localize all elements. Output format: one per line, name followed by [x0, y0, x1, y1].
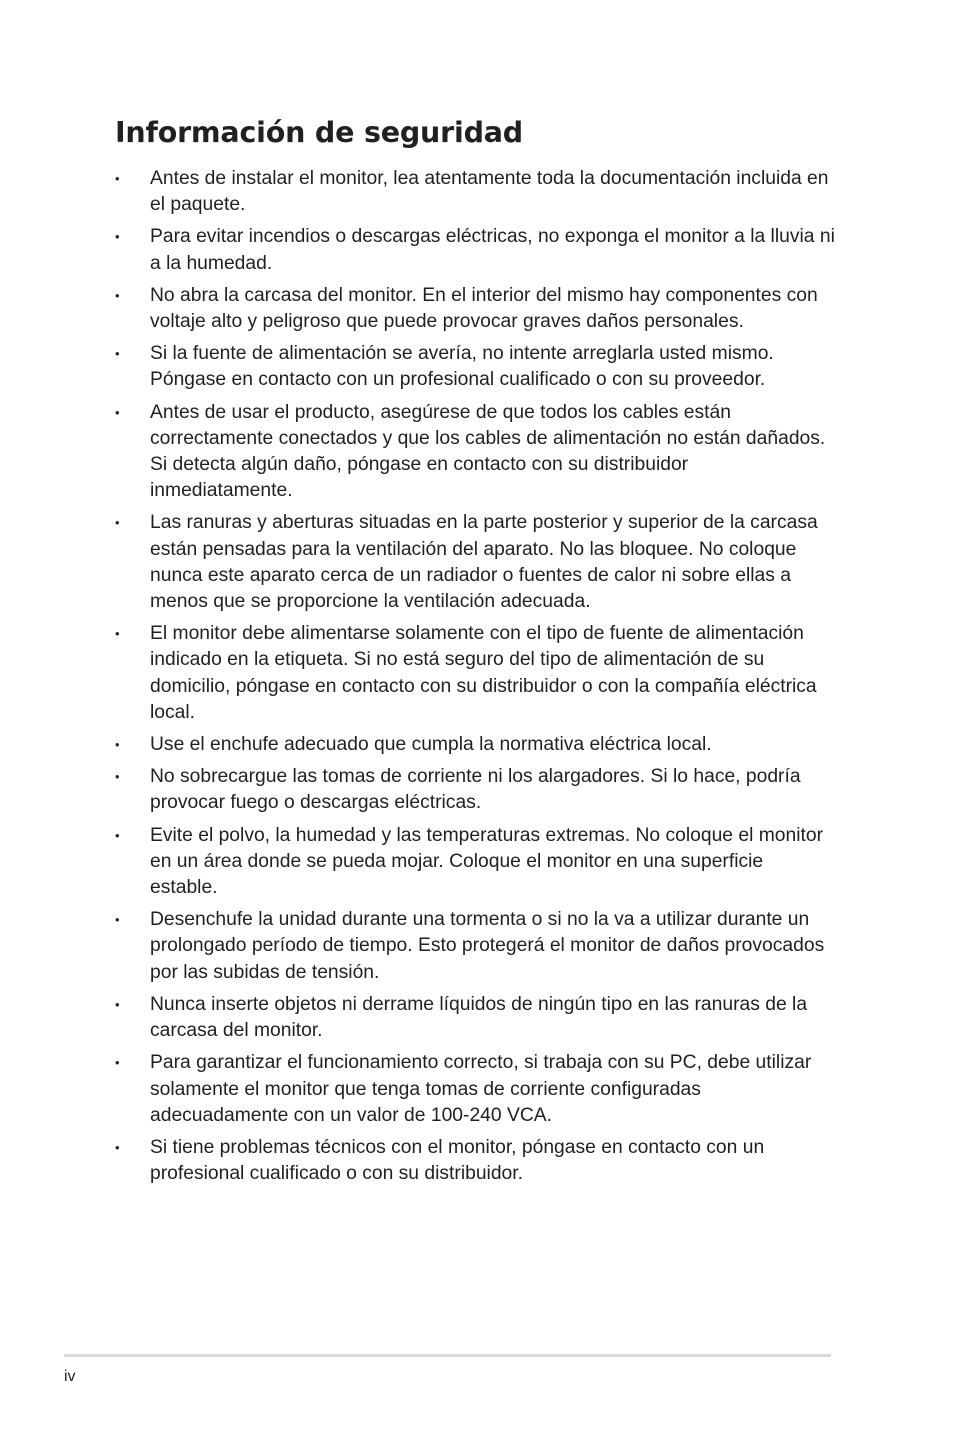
list-item-text: El monitor debe alimentarse solamente con el tipo de fuente de alimentación indicado en la etiqueta. Si no está seguro del tipo de alimentación de su domicilio, póngase en contacto con su distribuidor o con la compañía eléctrica local.	[150, 623, 817, 723]
list-item	[115, 400, 835, 505]
bullet-icon: •	[115, 912, 120, 928]
list-item	[115, 764, 835, 816]
list-item-text: Si tiene problemas técnicos con el monitor, póngase en contacto con un profesional cualificado o con su distribuidor.	[150, 1136, 765, 1185]
list-item-text: Antes de usar el producto, asegúrese de que todos los cables están correctamente conectados y que los cables de alimentación no están dañados. Si detecta algún daño, póngase en contacto con su distribuidor inmediatamente.	[150, 401, 826, 502]
safety-list	[115, 166, 835, 1193]
list-item	[115, 1135, 835, 1187]
list-item	[115, 510, 835, 615]
list-item	[115, 283, 835, 335]
list-item-text: Nunca inserte objetos ni derrame líquidos de ningún tipo en las ranuras de la carcasa del monitor.	[150, 993, 808, 1042]
bullet-icon: •	[115, 737, 120, 753]
list-item-text: Si la fuente de alimentación se avería, no intente arreglarla usted mismo. Póngase en contacto con un profesional cualificado o con su proveedor.	[150, 343, 774, 391]
list-item-text: Las ranuras y aberturas situadas en la parte posterior y superior de la carcasa están pensadas para la ventilación del aparato. No las bloquee. No coloque nunca este aparato cerca de un radiador o fuentes de calor ni sobre ellas a menos que se proporcione la ventilación adecuada.	[150, 512, 818, 613]
bullet-icon: •	[115, 827, 120, 843]
list-item-text: Desenchufe la unidad durante una tormenta o si no la va a utilizar durante un prolongado período de tiempo. Esto protegerá el monitor de daños provocados por las subidas de tensión.	[150, 909, 825, 983]
list-item-text: Antes de instalar el monitor, lea atentamente toda la documentación incluida en el paquete.	[150, 168, 829, 216]
list-item-text: Para evitar incendios o descargas eléctricas, no exponga el monitor a la lluvia ni a la humedad.	[150, 226, 835, 274]
footer-divider	[64, 1354, 831, 1357]
bullet-icon: •	[115, 287, 120, 303]
list-item-text: No abra la carcasa del monitor. En el interior del mismo hay componentes con voltaje alto y peligroso que puede provocar graves daños personales.	[150, 284, 818, 333]
list-item	[115, 621, 835, 726]
bullet-icon: •	[115, 769, 120, 785]
list-item	[115, 224, 835, 276]
list-item-text: Evite el polvo, la humedad y las temperaturas extremas. No coloque el monitor en un área donde se pueda mojar. Coloque el monitor en una superficie estable.	[150, 824, 824, 899]
list-item	[115, 732, 835, 758]
bullet-icon: •	[115, 404, 120, 420]
list-item-text: No sobrecargue las tomas de corriente ni los alargadores. Si lo hace, podría provocar fuego o descargas eléctricas.	[150, 766, 801, 814]
bullet-icon: •	[115, 996, 120, 1012]
list-item-text: Para garantizar el funcionamiento correcto, si trabaja con su PC, debe utilizar solamente el monitor que tenga tomas de corriente configuradas adecuadamente con un valor de 100-240 VCA.	[150, 1052, 812, 1126]
list-item	[115, 1050, 835, 1129]
bullet-icon: •	[115, 171, 120, 186]
bullet-icon: •	[115, 1055, 120, 1071]
bullet-icon: •	[115, 626, 120, 642]
list-item	[115, 823, 835, 902]
bullet-icon: •	[115, 1139, 120, 1155]
list-item	[115, 907, 835, 986]
page-title: Información de seguridad	[115, 116, 524, 149]
list-item	[115, 341, 835, 393]
list-item	[115, 992, 835, 1044]
list-item	[115, 166, 835, 218]
bullet-icon: •	[115, 346, 120, 362]
page-number: iv	[64, 1368, 76, 1385]
list-item-text: Use el enchufe adecuado que cumpla la normativa eléctrica local.	[150, 734, 712, 756]
bullet-icon: •	[115, 229, 120, 245]
bullet-icon: •	[115, 515, 120, 531]
